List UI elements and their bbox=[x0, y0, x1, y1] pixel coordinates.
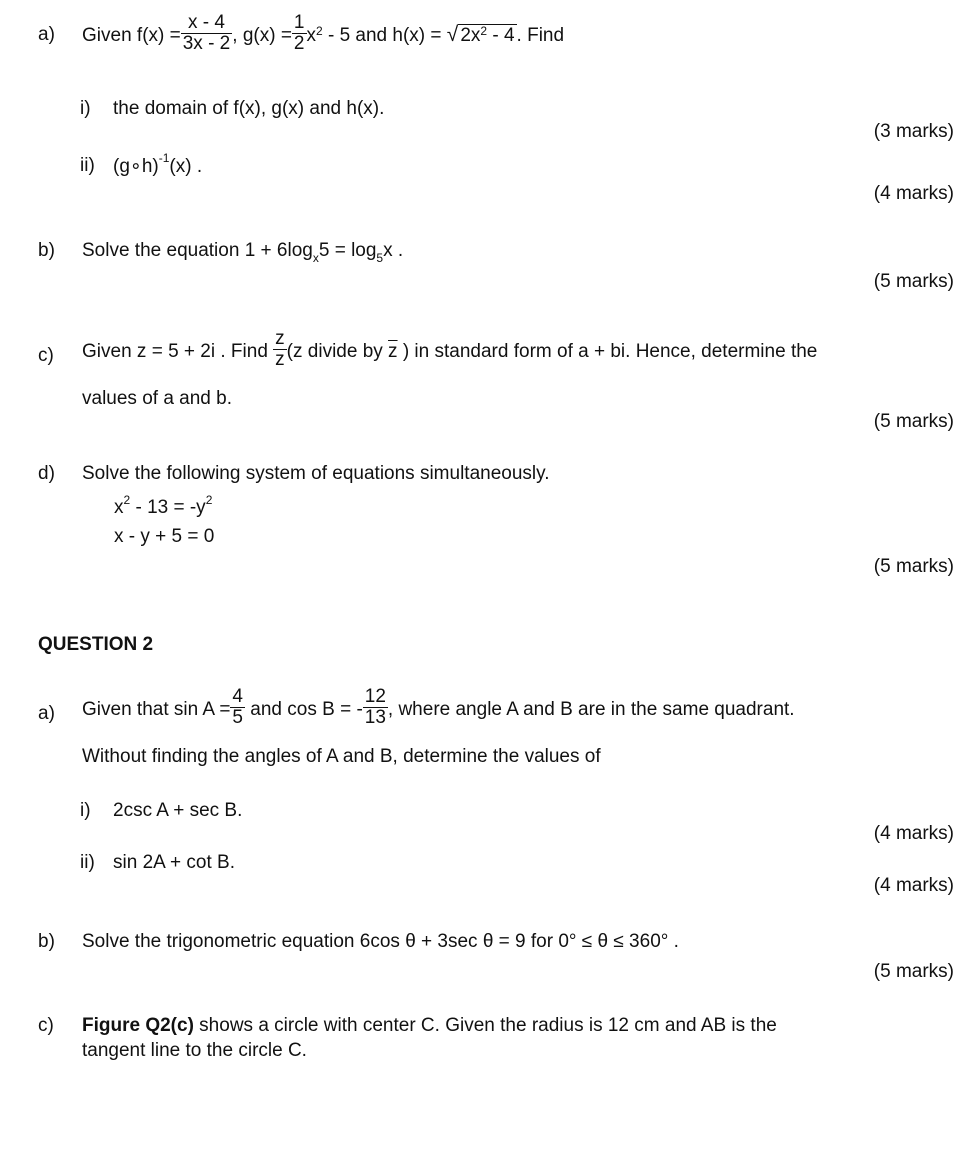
q2a-ii-label: ii) bbox=[80, 852, 95, 873]
q2c-label: c) bbox=[38, 1015, 54, 1036]
q1a-ii-text: (g∘h)$^{-1}$(x) . bbox=[113, 151, 203, 177]
h-def: h(x) = √ $2x^2 - 4$ bbox=[392, 23, 515, 46]
q1c-label: c) bbox=[38, 345, 54, 366]
cos-fraction: $\frac{12}{13}$ bbox=[364, 686, 386, 729]
q1a-find: . Find bbox=[516, 25, 565, 46]
q1c-text: Given z = 5 + 2i . Find $\frac{z}{z}$ (z divide by $\overline{z}$ ) in standard form of a + bi. Hence, determine the bbox=[82, 328, 818, 371]
figure-reference: Figure Q2(c) bbox=[82, 1015, 194, 1036]
q1c-line2: values of a and b. bbox=[82, 388, 232, 409]
f-fraction: $\frac{x - 4}{3x - 2}$ bbox=[182, 12, 231, 55]
q2a-text: Given that sin A = $\frac{4}{5}$ and cos B = - $\frac{12}{13}$ , where angle A and B are in the same quadrant. bbox=[82, 686, 795, 729]
q2b-label: b) bbox=[38, 931, 55, 952]
g-fraction: $\frac{1}{2}$ bbox=[293, 12, 305, 55]
sqrt-symbol: √ bbox=[446, 23, 459, 46]
q1d-label: d) bbox=[38, 463, 55, 484]
q2a-ii-text: sin 2A + cot B. bbox=[113, 852, 235, 873]
q1d-eq1: $x^2 - 13 = -y^2$ bbox=[114, 493, 213, 518]
q2a-label: a) bbox=[38, 703, 55, 724]
f-def: f(x) = $\frac{x - 4}{3x - 2}$ bbox=[136, 12, 231, 55]
q2b-text: Solve the trigonometric equation 6cos θ + 3sec θ = 9 for 0° ≤ θ ≤ 360° . bbox=[82, 931, 679, 952]
q1a-stem bbox=[82, 13, 564, 58]
q2a-i-label: i) bbox=[80, 800, 91, 821]
question-2-heading: QUESTION 2 bbox=[38, 634, 154, 655]
g-def: , g(x) = $\frac{1}{2}$ $x^2 - 5$ and bbox=[232, 12, 393, 55]
q1d-text: Solve the following system of equations simultaneously. bbox=[82, 463, 550, 484]
q2a-i-marks: (4 marks) bbox=[873, 823, 954, 844]
q1b-marks: (5 marks) bbox=[873, 271, 954, 292]
q1d-marks: (5 marks) bbox=[873, 556, 954, 577]
q1a-label: a) bbox=[38, 24, 55, 45]
q2c-text: Figure Q2(c) shows a circle with center C. Given the radius is 12 cm and AB is the bbox=[82, 1015, 777, 1036]
q1a-i-label: i) bbox=[80, 98, 91, 119]
q1a-given: Given bbox=[82, 25, 132, 46]
q1a-ii-label: ii) bbox=[80, 155, 95, 176]
q2a-i-text: 2csc A + sec B. bbox=[113, 800, 243, 821]
q2a-ii-marks: (4 marks) bbox=[873, 875, 954, 896]
q2a-line2: Without finding the angles of A and B, determine the values of bbox=[82, 746, 601, 767]
q1b-label: b) bbox=[38, 240, 55, 261]
q1b-text: Solve the equation $1 + 6\log_x5 = \log_5x$ . bbox=[82, 240, 404, 265]
q2c-line2: tangent line to the circle C. bbox=[82, 1040, 307, 1061]
z-over-zbar-fraction: $\frac{z}{z}$ bbox=[275, 328, 285, 371]
q1d-eq2: x - y + 5 = 0 bbox=[114, 526, 215, 547]
q1c-marks: (5 marks) bbox=[873, 411, 954, 432]
sin-fraction: $\frac{4}{5}$ bbox=[232, 686, 243, 729]
q1a-i-marks: (3 marks) bbox=[873, 121, 954, 142]
q1a-ii-marks: (4 marks) bbox=[873, 183, 954, 204]
q2b-marks: (5 marks) bbox=[873, 961, 954, 982]
q1a-i-text: the domain of f(x), g(x) and h(x). bbox=[113, 98, 385, 119]
